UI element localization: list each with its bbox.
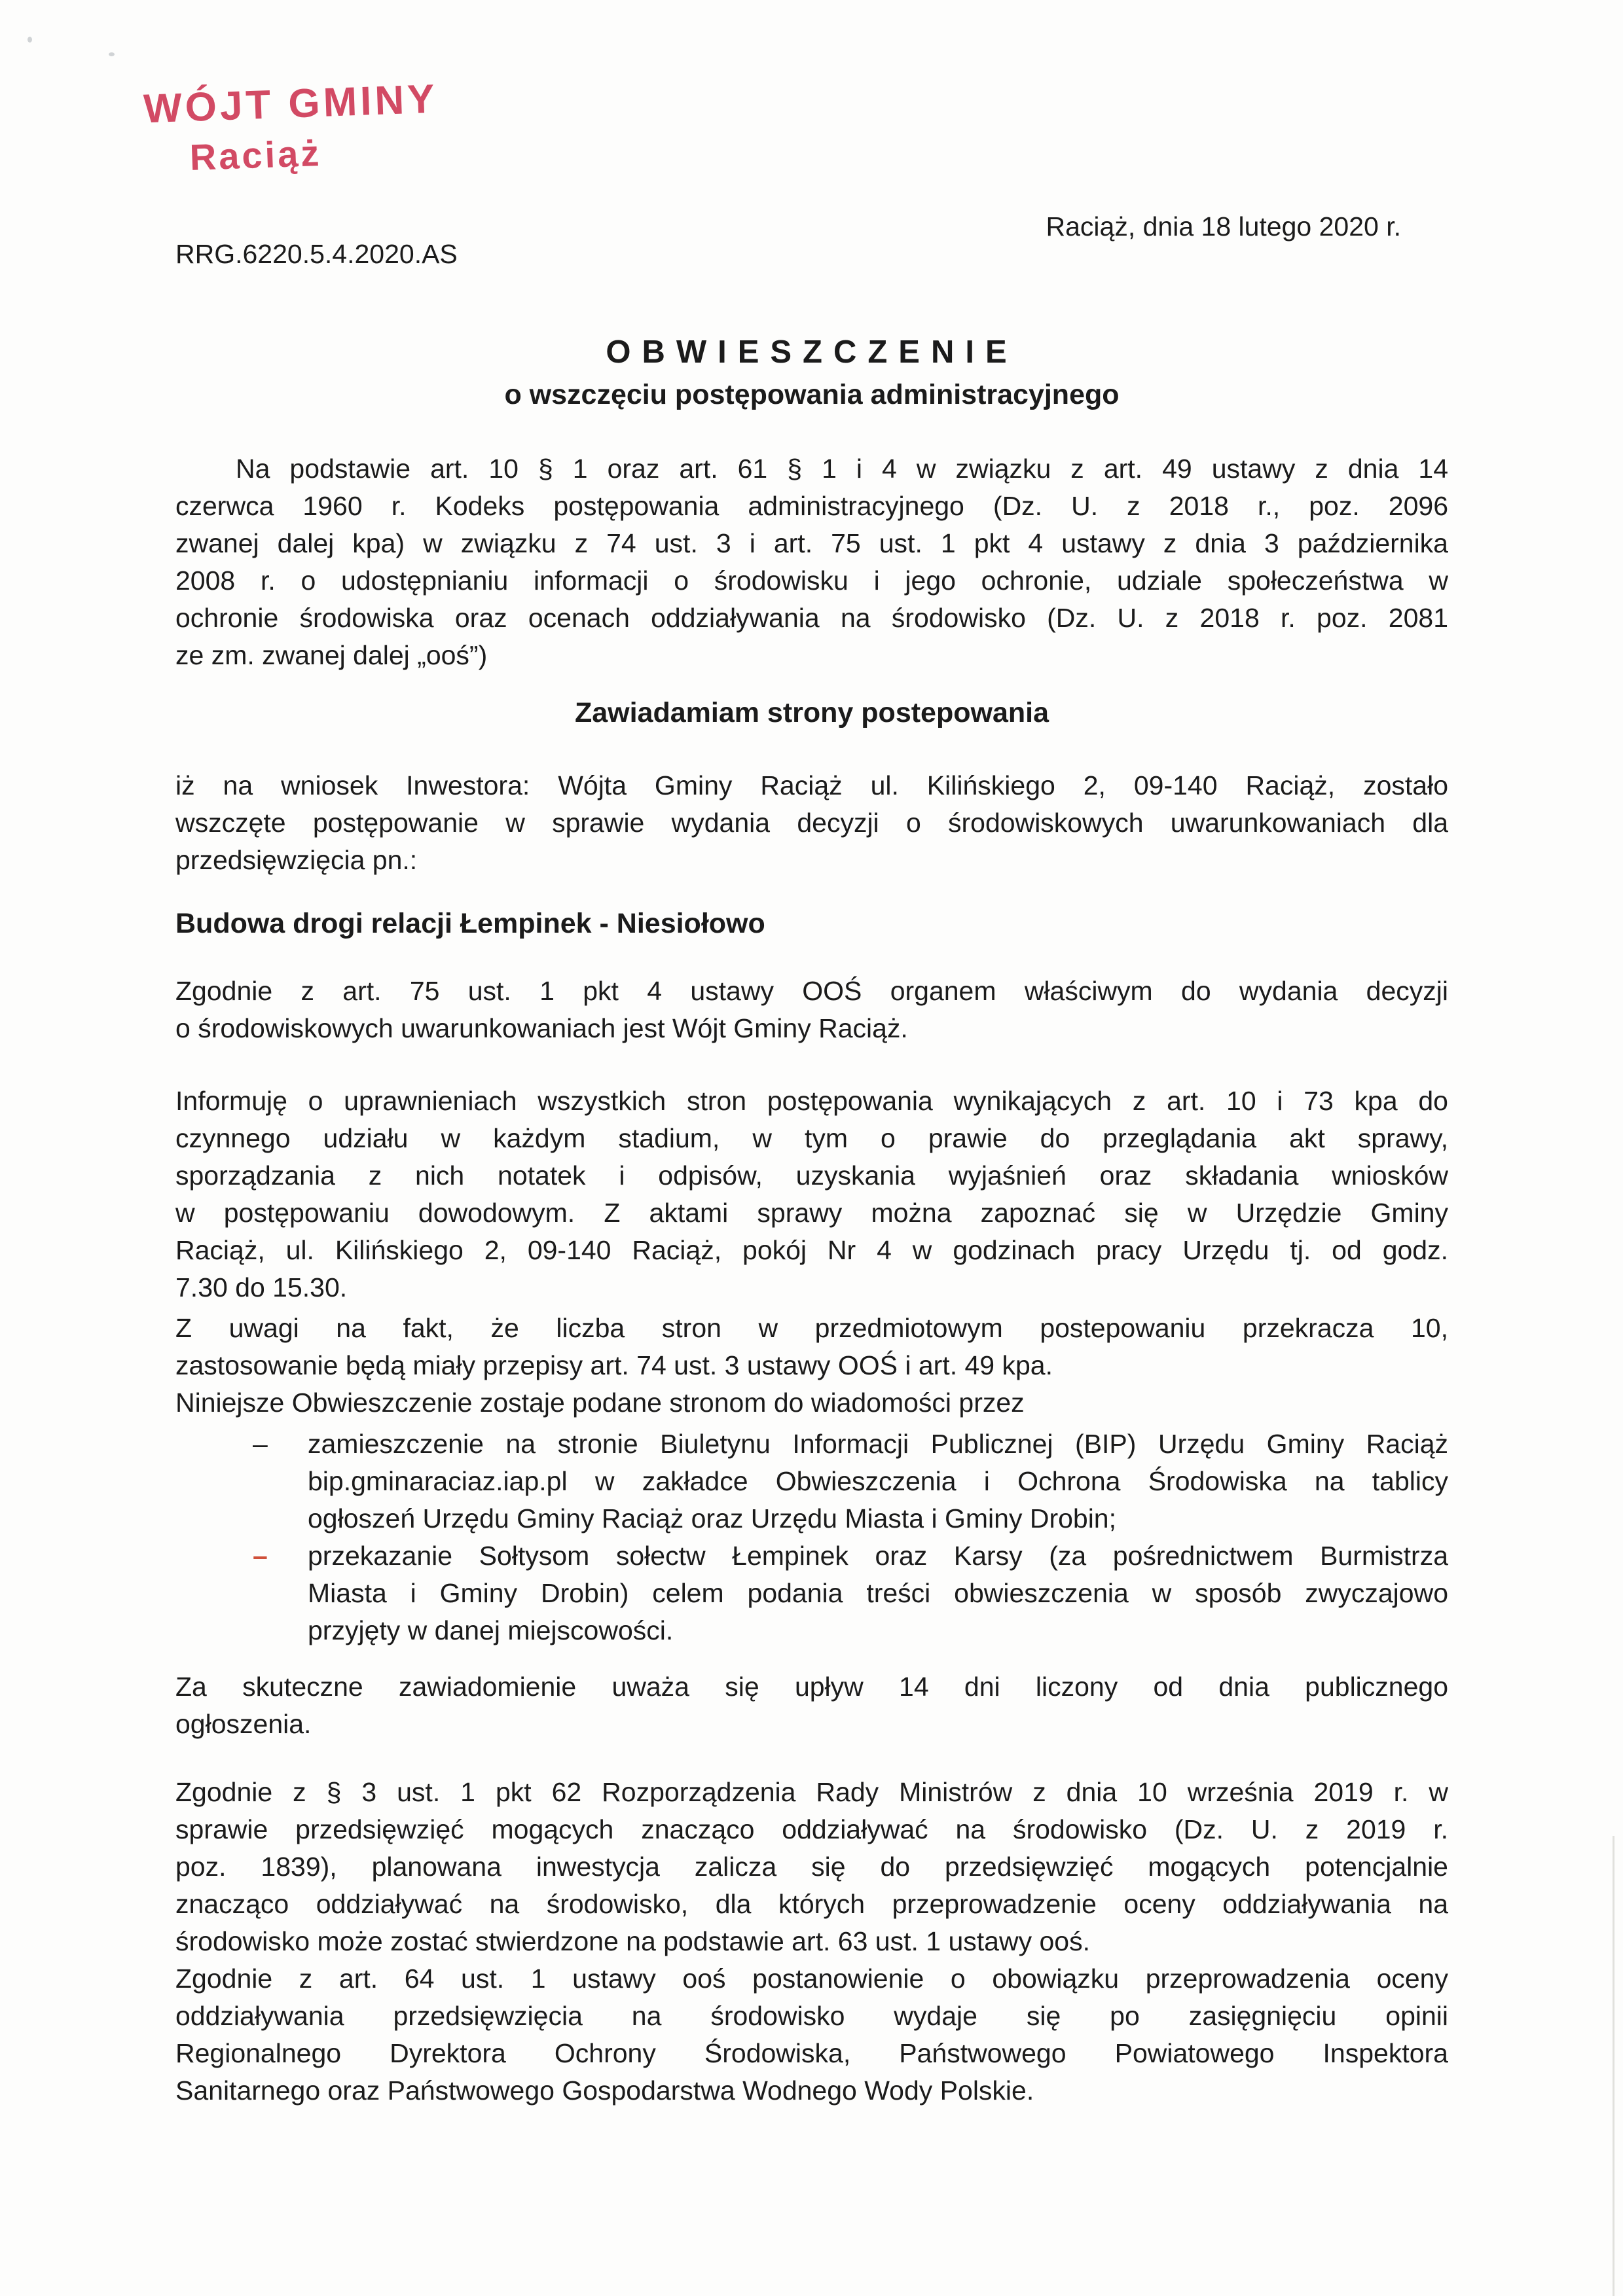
text-line: przedsięwzięcia pn.: [175,845,418,875]
paragraph-effective-notice [175,1668,1448,1743]
text-line: Sanitarnego oraz Państwowego Gospodarstwa Wodnego Wody Polskie. [175,2075,1034,2106]
document-title: OBWIESZCZENIE [606,334,1018,370]
text-line: zamieszczenie na stronie Biuletynu Informacji Publicznej (BIP) Urzędu Gminy Raciąż [308,1429,1448,1459]
bullet-dash-icon-red: – [253,1541,268,1571]
scan-speck [27,37,32,43]
text-line: wszczęte postępowanie w sprawie wydania decyzji o środowiskowych uwarunkowaniach dla [175,808,1448,838]
paragraph-request [175,767,1448,879]
paragraph-legal-basis [175,450,1448,674]
bullet-item-bip-text [308,1426,1448,1537]
text-line: Miasta i Gminy Drobin) celem podania treści obwieszczenia w sposób zwyczajowo [308,1578,1448,1608]
text-line: oddziaływania przedsięwzięcia na środowisko wydaje się po zasięgnięciu opinii [175,2001,1448,2031]
text-line: Za skuteczne zawiadomienie uważa się upływ 14 dni liczony od dnia publicznego [175,1672,1448,1702]
reference-number: RRG.6220.5.4.2020.AS [175,239,458,269]
text-line: czynnego udziału w każdym stadium, w tym o prawie do przeglądania akt sprawy, [175,1123,1448,1153]
text-line: ze zm. zwanej dalej „ooś”) [175,640,488,670]
paragraph-announcement-methods-intro [175,1384,1448,1422]
text-line: ogłoszenia. [175,1709,312,1739]
scan-edge-line [1613,1836,1614,2296]
text-line: sporządzania z nich notatek i odpisów, uzyskania wyjaśnień oraz składania wniosków [175,1160,1448,1191]
paragraph-parties-count [175,1310,1448,1384]
text-line: bip.gminaraciaz.iap.pl w zakładce Obwieszczenia i Ochrona Środowiska na tablicy [308,1466,1448,1496]
text-line: zwanej dalej kpa) w związku z 74 ust. 3 i art. 75 ust. 1 pkt 4 ustawy z dnia 3 października [175,528,1448,558]
paragraph-required-opinions [175,1960,1448,2109]
official-stamp [131,75,475,181]
stamp-municipality-name: Raciąż [189,132,323,178]
document-date-line: Raciąż, dnia 18 lutego 2020 r. [1046,211,1401,242]
text-line: 7.30 do 15.30. [175,1272,348,1302]
text-line: znacząco oddziaływać na środowisko, dla których przeprowadzenie oceny oddziaływania na [175,1889,1448,1919]
text-line: środowisko może zostać stwierdzone na podstawie art. 63 ust. 1 ustawy ooś. [175,1926,1090,1956]
text-line: sprawie przedsięwzięć mogących znacząco oddziaływać na środowisko (Dz. U. z 2019 r. [175,1814,1448,1844]
text-line: w postępowaniu dowodowym. Z aktami sprawy można zapoznać się w Urzędzie Gminy [175,1198,1448,1228]
paragraph-regulation-classification [175,1774,1448,1960]
text-line: Z uwagi na fakt, że liczba stron w przedmiotowym postepowaniu przekracza 10, [175,1313,1448,1343]
text-line: ochronie środowiska oraz ocenach oddziaływania na środowisko (Dz. U. z 2018 r. poz. 2081 [175,603,1448,633]
text-line: Regionalnego Dyrektora Ochrony Środowiska, Państwowego Powiatowego Inspektora [175,2038,1448,2068]
text-line: przekazanie Sołtysom sołectw Łempinek oraz Karsy (za pośrednictwem Burmistrza [308,1541,1448,1571]
bullet-item-bip-publication [175,1426,1448,1537]
text-line: poz. 1839), planowana inwestycja zalicza się do przedsięwzięć mogących potencjalnie [175,1852,1448,1882]
text-line: Raciąż, ul. Kilińskiego 2, 09-140 Raciąż, pokój Nr 4 w godzinach pracy Urzędu tj. od godz. [175,1235,1448,1265]
paragraph-authority [175,973,1448,1047]
text-line: Zgodnie z § 3 ust. 1 pkt 62 Rozporządzenia Rady Ministrów z dnia 10 września 2019 r. w [175,1777,1448,1807]
bullet-item-soltys-text [308,1537,1448,1649]
text-line: Informuję o uprawnieniach wszystkich stron postępowania wynikających z art. 10 i 73 kpa do [175,1086,1448,1116]
bullet-item-soltys-delivery [175,1537,1448,1649]
text-line: przyjęty w danej miejscowości. [308,1615,674,1645]
text-line: ogłoszeń Urzędu Gminy Raciąż oraz Urzędu Miasta i Gminy Drobin; [308,1503,1117,1534]
section-heading-notification: Zawiadamiam strony postepowania [574,697,1049,728]
text-line: Zgodnie z art. 64 ust. 1 ustawy ooś postanowienie o obowiązku przeprowadzenia oceny [175,1964,1448,1994]
text-line: 2008 r. o udostępnianiu informacji o środowisku i jego ochronie, udziale społeczeństwa w [175,565,1448,596]
scan-speck [109,52,115,56]
text-line: czerwca 1960 r. Kodeks postępowania administracyjnego (Dz. U. z 2018 r., poz. 2096 [175,491,1448,521]
text-line: Zgodnie z art. 75 ust. 1 pkt 4 ustawy OOŚ organem właściwym do wydania decyzji [175,976,1448,1006]
text-line: Na podstawie art. 10 § 1 oraz art. 61 § 1 i 4 w związku z art. 49 ustawy z dnia 14 [236,454,1448,484]
project-name: Budowa drogi relacji Łempinek - Niesiołowo [175,908,765,939]
paragraph-parties-rights [175,1083,1448,1306]
bullet-dash-icon: – [253,1429,268,1459]
text-line: zastosowanie będą miały przepisy art. 74 ust. 3 ustawy OOŚ i art. 49 kpa. [175,1350,1053,1380]
stamp-authority-name: WÓJT GMINY [143,76,439,132]
document-subtitle: o wszczęciu postępowania administracyjnego [504,379,1120,410]
text-line: Niniejsze Obwieszczenie zostaje podane stronom do wiadomości przez [175,1388,1025,1418]
text-line: o środowiskowych uwarunkowaniach jest Wójt Gminy Raciąż. [175,1013,908,1043]
text-line: iż na wniosek Inwestora: Wójta Gminy Raciąż ul. Kilińskiego 2, 09-140 Raciąż, zostało [175,770,1448,800]
